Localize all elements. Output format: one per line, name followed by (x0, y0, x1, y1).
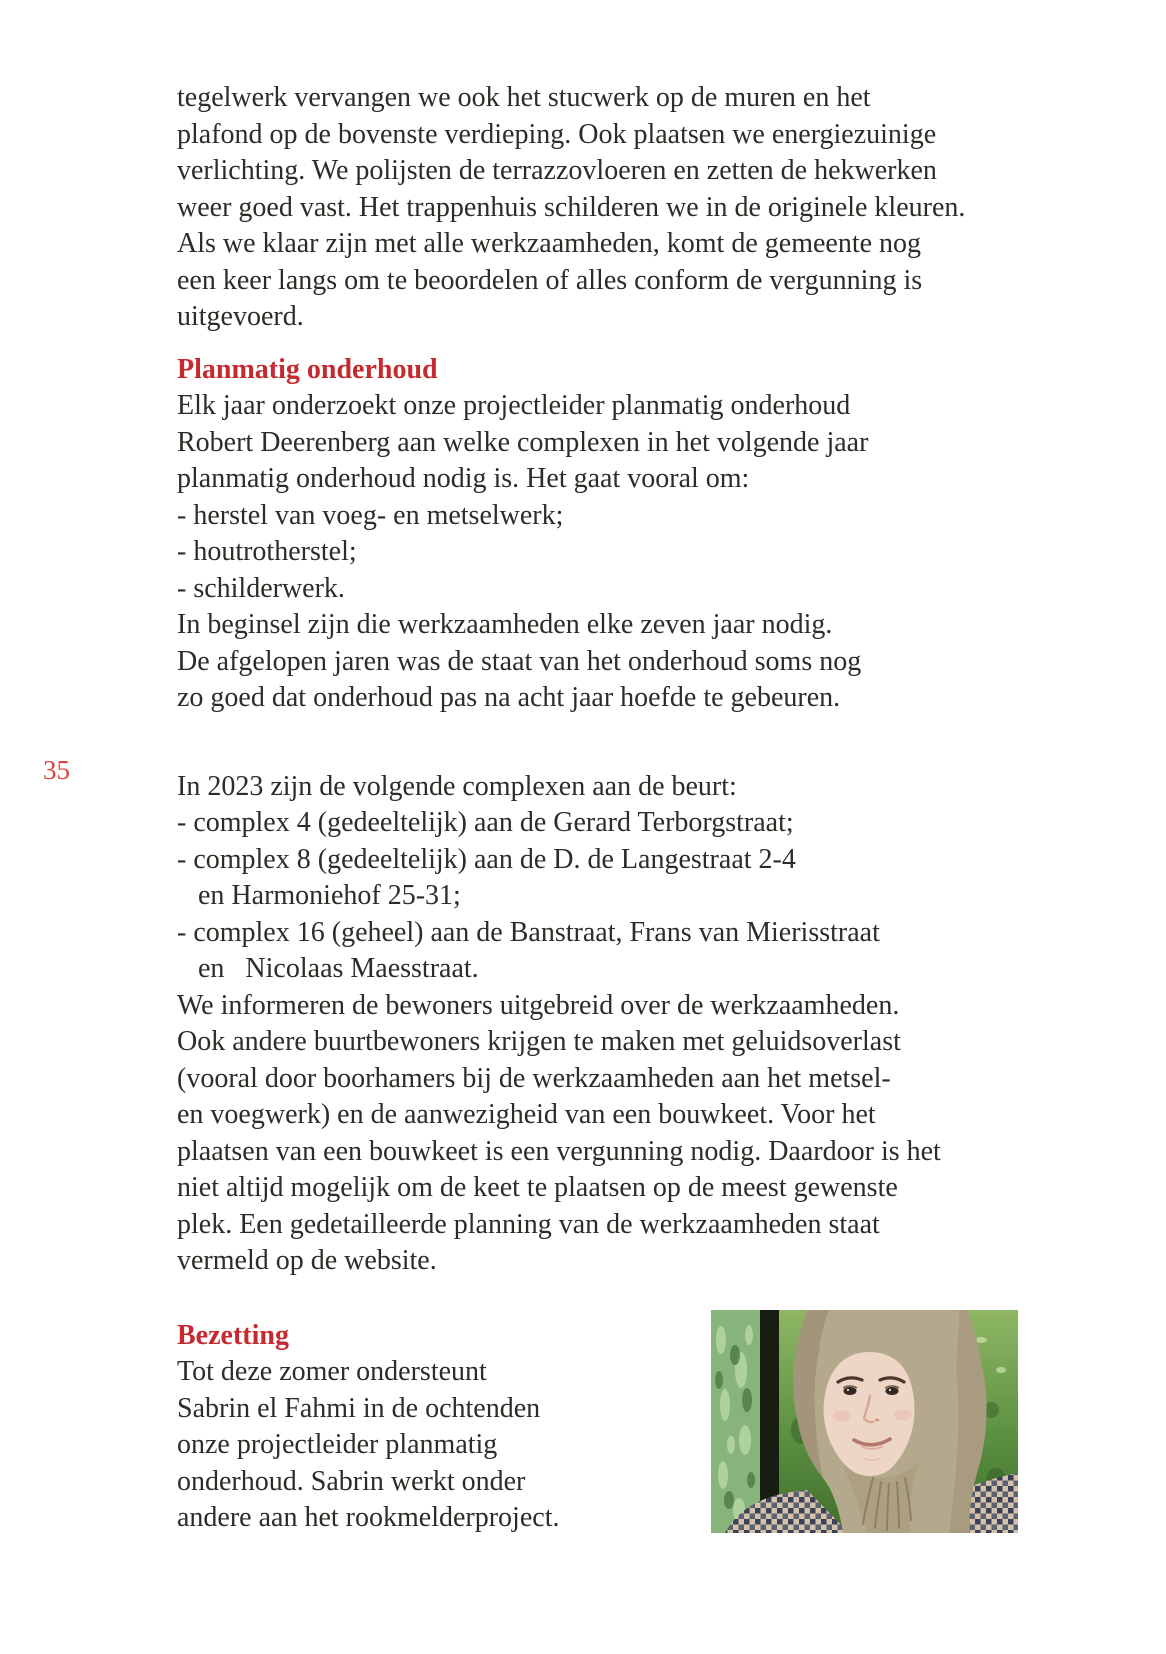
page-number: 35 (43, 755, 70, 785)
text-line: Ook andere buurtbewoners krijgen te maken met geluidsoverlast (177, 1026, 901, 1057)
text-line: - complex 16 (geheel) aan de Banstraat, Frans van Mierisstraat (177, 916, 880, 948)
text-line: plaatsen van een bouwkeet is een vergunning nodig. Daardoor is het (177, 1135, 941, 1167)
complexen-paragraph (177, 769, 1057, 1280)
text-line: weer goed vast. Het trappenhuis schilderen we in de originele kleuren. (177, 191, 966, 223)
text-line: en Nicolaas Maesstraat. (177, 953, 479, 984)
text-line: uitgevoerd. (177, 301, 304, 332)
text-line: Elk jaar onderzoekt onze projectleider planmatig onderhoud (177, 390, 851, 421)
text-line: andere aan het rookmelderproject. (177, 1502, 560, 1533)
text-line: een keer langs om te beoordelen of alles conform de vergunning is (177, 264, 923, 296)
text-line: In 2023 zijn de volgende complexen aan de beurt: (177, 770, 737, 802)
text-line: Robert Deerenberg aan welke complexen in het volgende jaar (177, 426, 869, 458)
text-line: - complex 4 (gedeeltelijk) aan de Gerard Terborgstraat; (177, 807, 794, 838)
text-line: plafond op de bovenste verdieping. Ook plaatsen we energiezuinige (177, 118, 937, 150)
portrait-photo (711, 1310, 1018, 1533)
text-line: niet altijd mogelijk om de keet te plaatsen op de meest gewenste (177, 1172, 898, 1203)
section-heading-planmatig-onderhoud: Planmatig onderhoud (177, 353, 438, 385)
text-line: en Harmoniehof 25-31; (177, 880, 461, 911)
text-line: en voegwerk) en de aanwezigheid van een bouwkeet. Voor het (177, 1099, 876, 1130)
text-line: In beginsel zijn die werkzaamheden elke zeven jaar nodig. (177, 609, 833, 640)
fence-post (760, 1310, 779, 1502)
text-line: Als we klaar zijn met alle werkzaamheden, komt de gemeente nog (177, 228, 922, 259)
text-line: We informeren de bewoners uitgebreid over de werkzaamheden. (177, 989, 900, 1021)
text-line: verlichting. We polijsten de terrazzovloeren en zetten de hekwerken (177, 155, 937, 186)
text-line: Tot deze zomer ondersteunt (177, 1356, 487, 1387)
text-line: De afgelopen jaren was de staat van het onderhoud soms nog (177, 645, 862, 677)
portrait-illustration (711, 1310, 1018, 1533)
section-heading-bezetting: Bezetting (177, 1319, 289, 1351)
text-line: zo goed dat onderhoud pas na acht jaar hoefde te gebeuren. (177, 682, 841, 713)
planmatig-paragraph (177, 388, 1057, 717)
text-line: tegelwerk vervangen we ook het stucwerk op de muren en het (177, 82, 871, 113)
text-line: - schilderwerk. (177, 572, 345, 604)
text-line: - houtrotherstel; (177, 536, 357, 567)
text-line: onderhoud. Sabrin werkt onder (177, 1465, 526, 1497)
text-line: Sabrin el Fahmi in de ochtenden (177, 1392, 541, 1424)
text-line: (vooral door boorhamers bij de werkzaamheden aan het metsel- (177, 1062, 891, 1094)
text-line: - complex 8 (gedeeltelijk) aan de D. de Langestraat 2-4 (177, 843, 796, 875)
text-line: vermeld op de website. (177, 1245, 437, 1276)
text-line: - herstel van voeg- en metselwerk; (177, 499, 564, 531)
intro-paragraph (177, 80, 1057, 336)
text-line: onze projectleider planmatig (177, 1429, 498, 1460)
text-line: plek. Een gedetailleerde planning van de werkzaamheden staat (177, 1208, 880, 1240)
text-line: planmatig onderhoud nodig is. Het gaat vooral om: (177, 463, 750, 494)
